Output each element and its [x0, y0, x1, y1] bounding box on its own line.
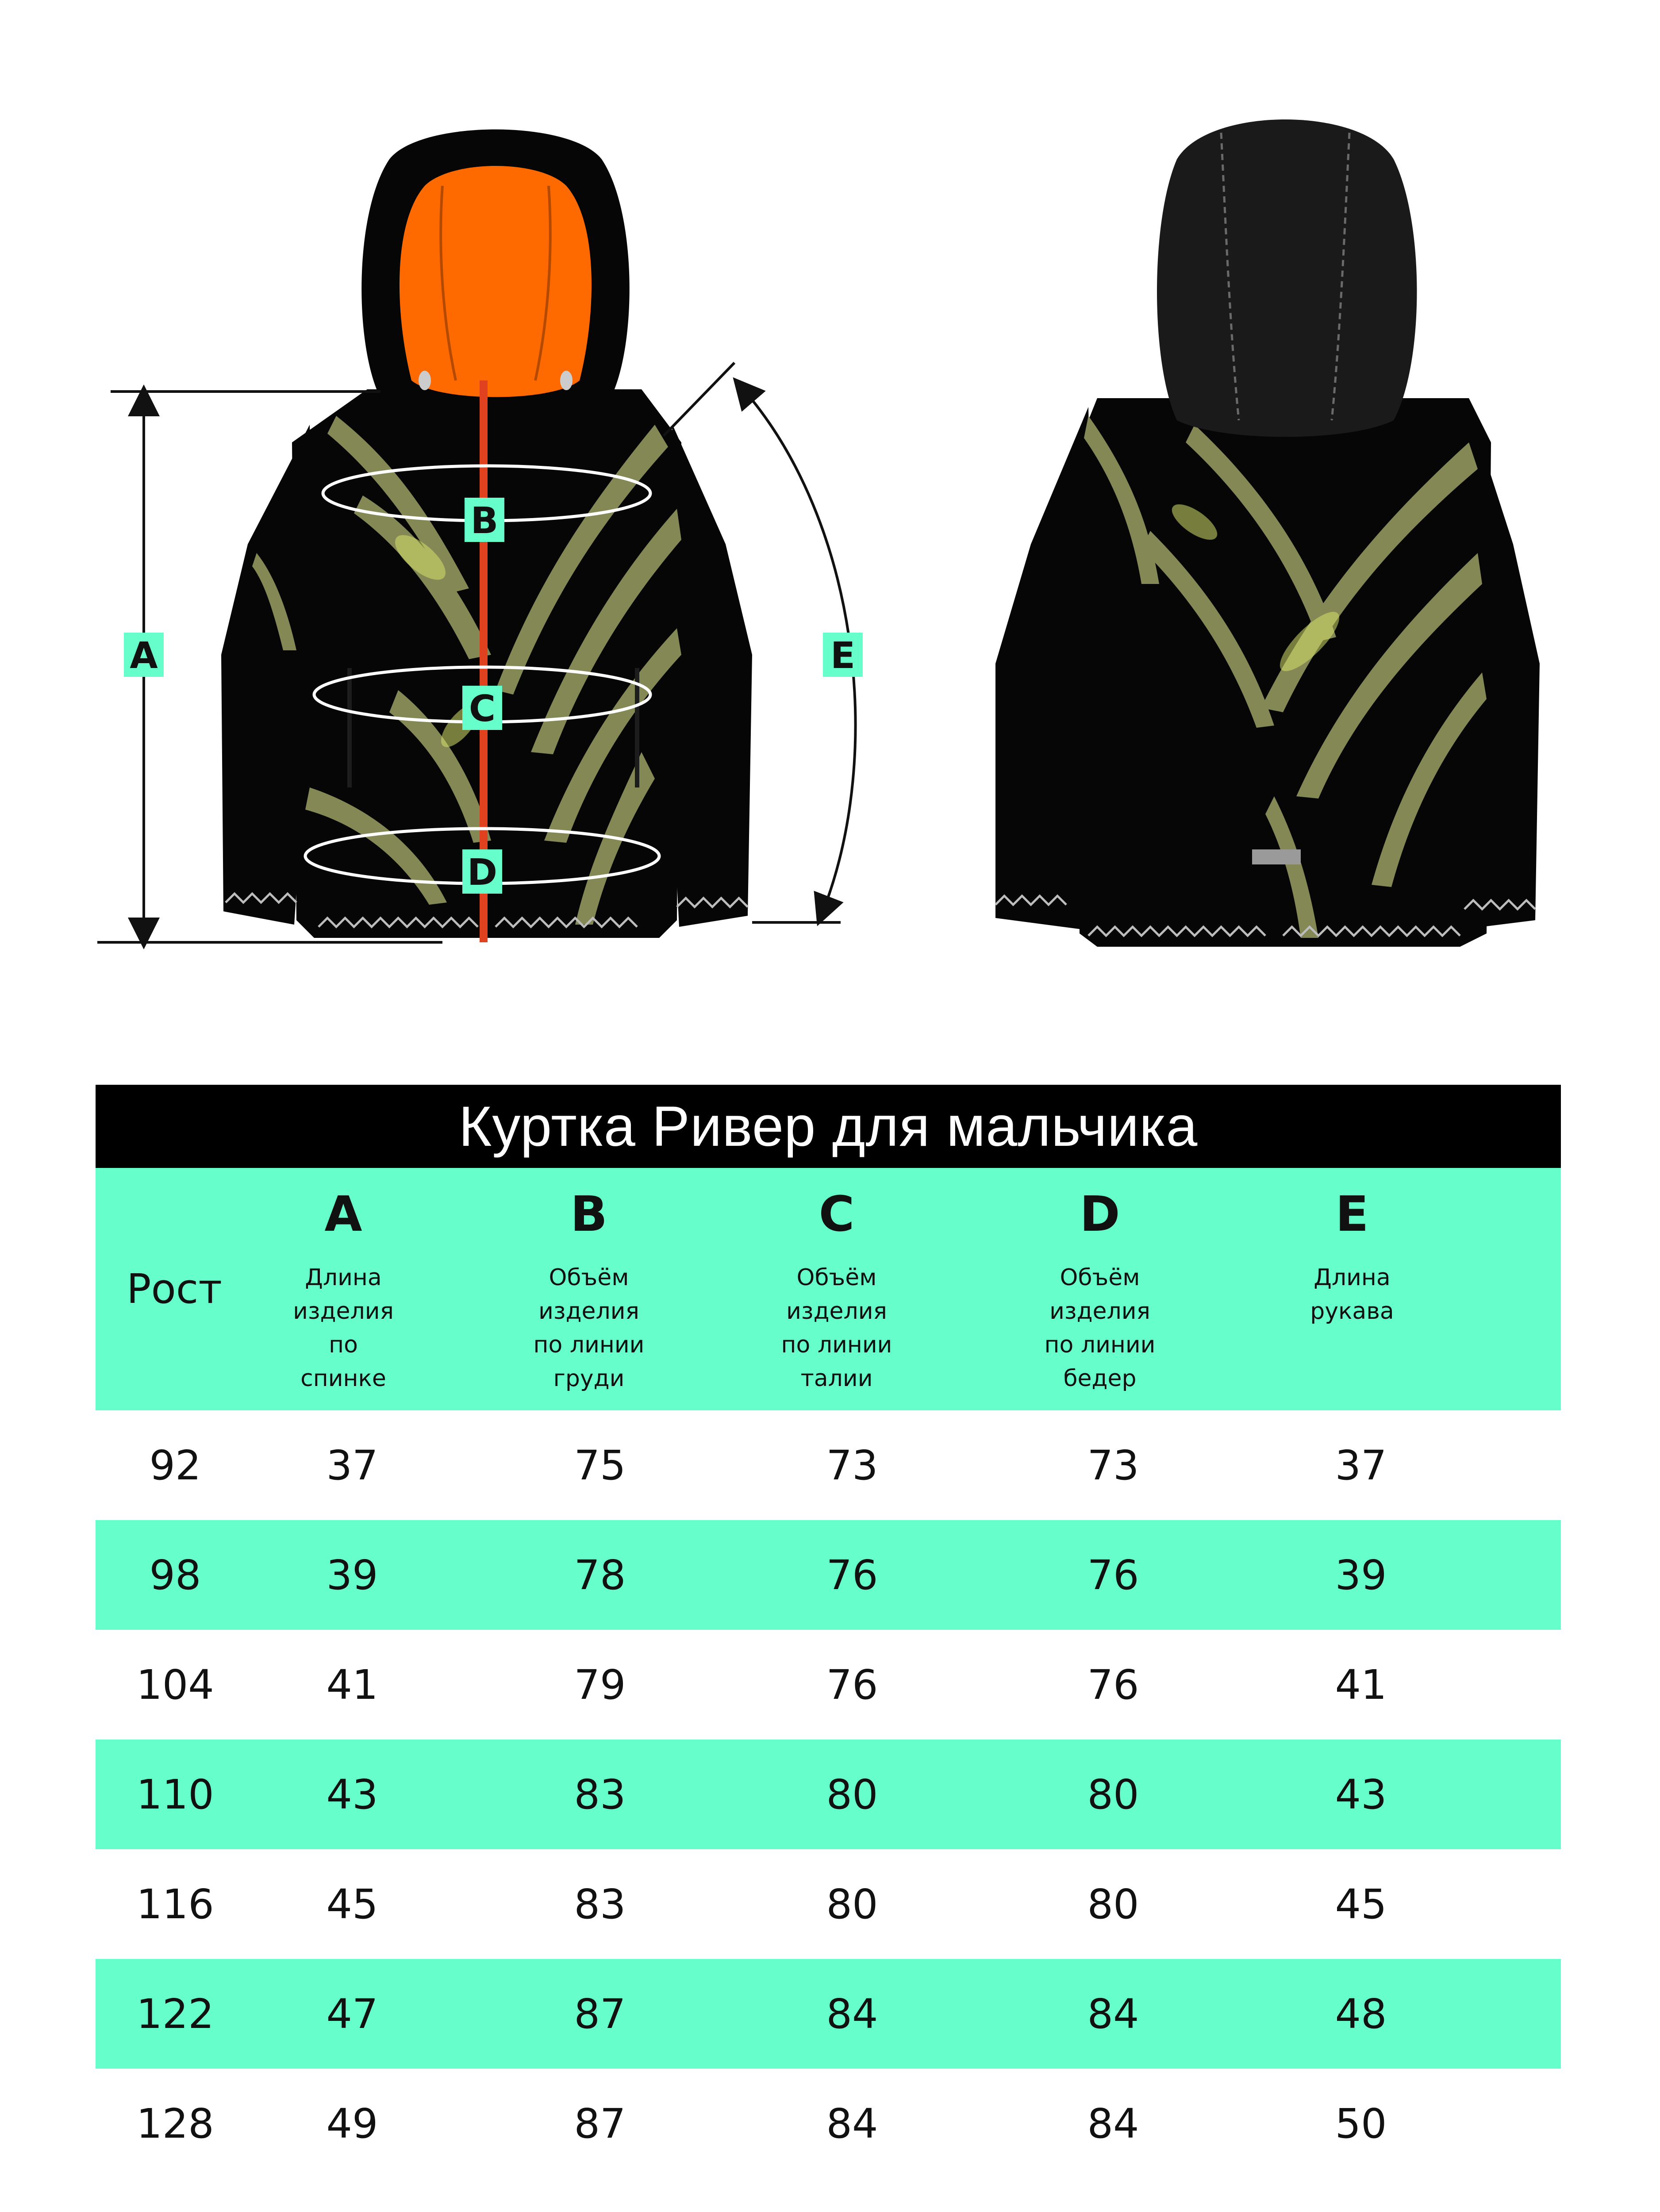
label-d: D — [467, 852, 498, 894]
cell-e: 48 — [1335, 1990, 1387, 2038]
jacket-illustration — [0, 0, 1660, 991]
cell-a: 41 — [326, 1661, 378, 1709]
cell-c: 84 — [826, 2100, 878, 2147]
header-letter: C — [818, 1186, 855, 1242]
cell-rost: 104 — [136, 1661, 214, 1709]
header-desc: Объём изделия по линии бедер — [1044, 1264, 1156, 1392]
cell-b: 75 — [574, 1441, 626, 1489]
cell-b: 79 — [574, 1661, 626, 1709]
cell-rost: 110 — [136, 1770, 214, 1818]
table-row — [96, 1630, 1561, 1740]
cell-e: 43 — [1335, 1770, 1387, 1818]
cell-a: 49 — [326, 2100, 378, 2147]
header-desc: Длина рукава — [1310, 1264, 1394, 1325]
label-c: C — [469, 688, 496, 730]
label-a: A — [130, 635, 158, 677]
table-row — [96, 1520, 1561, 1630]
cell-rost: 128 — [136, 2100, 214, 2147]
cell-e: 45 — [1335, 1880, 1387, 1928]
cell-rost: 92 — [149, 1441, 201, 1489]
label-b: B — [470, 500, 499, 542]
header-col-e — [1237, 1168, 1467, 1410]
cell-d: 80 — [1087, 1770, 1139, 1818]
cell-a: 39 — [326, 1551, 378, 1599]
cell-d: 80 — [1087, 1880, 1139, 1928]
header-col-a — [228, 1168, 458, 1410]
header-col-c — [722, 1168, 952, 1410]
cell-b: 87 — [574, 2100, 626, 2147]
label-e: E — [830, 635, 856, 677]
cell-b: 83 — [574, 1770, 626, 1818]
cell-d: 84 — [1087, 1990, 1139, 2038]
header-desc: Длина изделия по спинке — [293, 1264, 394, 1392]
cell-c: 73 — [826, 1441, 878, 1489]
cell-c: 84 — [826, 1990, 878, 2038]
header-col-b — [474, 1168, 704, 1410]
cell-e: 39 — [1335, 1551, 1387, 1599]
cell-d: 84 — [1087, 2100, 1139, 2147]
cell-e: 50 — [1335, 2100, 1387, 2147]
cell-e: 41 — [1335, 1661, 1387, 1709]
header-desc: Объём изделия по линии талии — [781, 1264, 892, 1392]
cell-d: 76 — [1087, 1661, 1139, 1709]
cell-a: 43 — [326, 1770, 378, 1818]
header-letter: A — [324, 1186, 362, 1242]
table-row — [96, 1410, 1561, 1520]
cell-c: 76 — [826, 1551, 878, 1599]
cell-d: 73 — [1087, 1441, 1139, 1489]
back-hood — [1157, 119, 1417, 437]
table-title-bar — [96, 1085, 1561, 1168]
jacket-back-view — [995, 119, 1540, 947]
size-table — [96, 1085, 1561, 2212]
header-letter: E — [1335, 1186, 1369, 1242]
cell-a: 45 — [326, 1880, 378, 1928]
reflective-tag — [1252, 849, 1301, 864]
cell-c: 76 — [826, 1661, 878, 1709]
table-row — [96, 1849, 1561, 1959]
cell-c: 80 — [826, 1770, 878, 1818]
header-letter: D — [1080, 1186, 1120, 1242]
cell-a: 47 — [326, 1990, 378, 2038]
cell-b: 87 — [574, 1990, 626, 2038]
cell-rost: 116 — [136, 1880, 214, 1928]
cell-c: 80 — [826, 1880, 878, 1928]
table-title: Куртка Ривер для мальчика — [458, 1094, 1198, 1158]
table-row — [96, 1959, 1561, 2069]
cell-e: 37 — [1335, 1441, 1387, 1489]
table-header-row — [96, 1168, 1561, 1410]
cell-b: 78 — [574, 1551, 626, 1599]
cell-d: 76 — [1087, 1551, 1139, 1599]
table-row — [96, 2069, 1561, 2178]
hood-lining — [400, 166, 592, 397]
jacket-front-view — [97, 130, 863, 943]
header-desc: Объём изделия по линии груди — [533, 1264, 645, 1392]
header-letter: B — [570, 1186, 607, 1242]
header-col-d — [985, 1168, 1215, 1410]
cell-b: 83 — [574, 1880, 626, 1928]
cell-rost: 98 — [149, 1551, 201, 1599]
header-rost: Рост — [127, 1265, 222, 1313]
table-row — [96, 1740, 1561, 1849]
cell-rost: 122 — [136, 1990, 214, 2038]
back-left-sleeve — [995, 407, 1093, 929]
cell-a: 37 — [326, 1441, 378, 1489]
